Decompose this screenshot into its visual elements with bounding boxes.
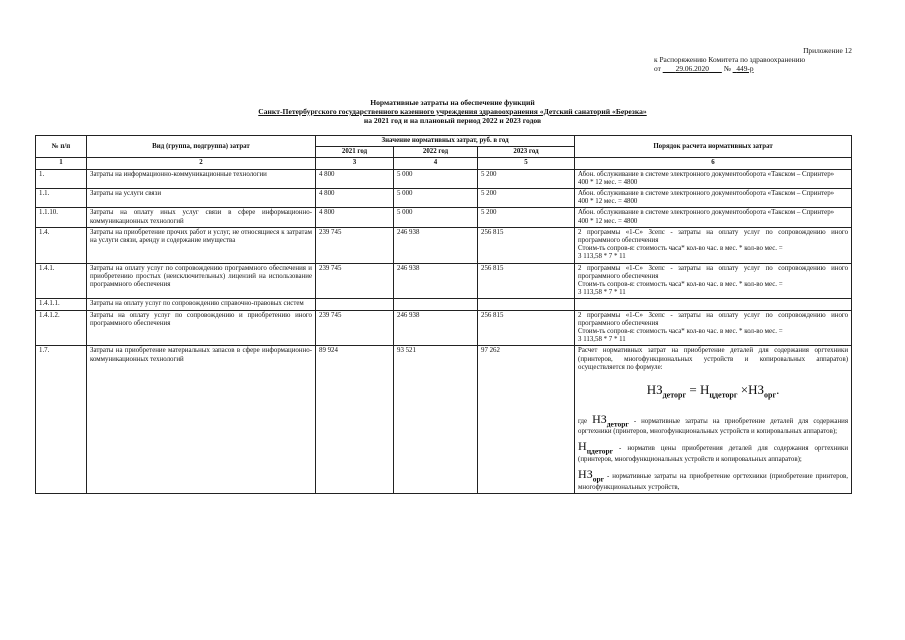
column-number: 5 — [478, 158, 575, 169]
appendix-title: Приложение 12 — [803, 46, 852, 55]
order-line: 3 113,58 * 7 * 11 — [578, 253, 626, 261]
order-line: Абон. обслуживание в системе электронного документооборота «Такском – Спринтер» — [578, 209, 835, 217]
appendix-date-line — [654, 64, 854, 73]
row-order — [575, 189, 852, 208]
table-row — [36, 208, 852, 227]
symbol-n-tsdetorg: $Н_{цдеторг}$ — [578, 439, 614, 456]
column-number: 1 — [36, 158, 87, 169]
definition-1-text: - нормативные затраты на приобретение деталей для содержания оргтехники (принтеров, многофункциональных устройств и копировальных аппаратов); — [578, 417, 849, 436]
table-row — [36, 169, 852, 188]
row-num: 1.7. — [36, 346, 87, 494]
table-row — [36, 263, 852, 299]
order-line: 3 113,58 * 7 * 11 — [578, 289, 626, 297]
column-number: 3 — [316, 158, 394, 169]
appendix-number: 449-р — [736, 64, 754, 73]
row-value-2022: 5 000 — [394, 169, 478, 188]
row-value-2021: 239 745 — [316, 263, 394, 299]
order-line: 2 программы «1-С» Зсепс - затраты на оплату услуг по сопровождению иного программного обеспечения — [578, 228, 849, 245]
header-values: Значение нормативных затрат, руб. в год — [316, 136, 575, 147]
row-kind: Затраты на оплату услуг по сопровождению и приобретению иного программного обеспечения — [87, 310, 316, 346]
row-order — [575, 310, 852, 346]
row-value-2021: 4 800 — [316, 169, 394, 188]
table-body — [36, 169, 852, 346]
row-num: 1.1.10. — [36, 208, 87, 227]
row-num: 1.4.1.2. — [36, 310, 87, 346]
row-num: 1.4. — [36, 227, 87, 263]
row-value-2021: 239 745 — [316, 310, 394, 346]
row-num: 1.4.1. — [36, 263, 87, 299]
symbol-nz-detorg: $НЗ_{деторг}$ — [592, 411, 629, 429]
heading-line-2: Санкт-Петербургского государственного казенного учреждения здравоохранения «Детский санаторий «Березка» — [258, 107, 647, 116]
row-value-2021: 89 924 — [316, 346, 394, 494]
row-value-2021: 4 800 — [316, 208, 394, 227]
row-order-formula — [575, 346, 852, 494]
heading-line-3: на 2021 год и на плановый период 2022 и 2023 годов — [363, 116, 542, 125]
row-value-2021 — [316, 299, 394, 310]
row-value-2023: 256 815 — [478, 227, 575, 263]
costs-table — [35, 135, 852, 494]
row-value-2023 — [478, 299, 575, 310]
row-value-2021: 239 745 — [316, 227, 394, 263]
row-value-2023: 256 815 — [478, 310, 575, 346]
symbol-nz-org: $НЗ_{орг}$ — [578, 467, 605, 484]
row-num: 1.1. — [36, 189, 87, 208]
order-line: 2 программы «1-С» Зсепс - затраты на оплату услуг по сопровождению иного программного обеспечения — [578, 311, 849, 327]
row-value-2023: 5 200 — [478, 208, 575, 227]
number-prefix: № — [723, 64, 731, 73]
row-value-2021: 4 800 — [316, 189, 394, 208]
document-heading — [0, 98, 905, 125]
row-order — [575, 227, 852, 263]
row-value-2022 — [394, 299, 478, 310]
table-row — [36, 310, 852, 346]
date-prefix: от — [654, 64, 661, 73]
main-formula: $НЗ_{деторг} = Н_{цдеторг} \times НЗ_{орг}$. — [646, 382, 780, 400]
order-line: Абон. обслуживание в системе электронного документооборота «Такском – Спринтер» — [578, 170, 835, 178]
row-value-2022: 246 938 — [394, 310, 478, 346]
definition-2-text: - норматив цены приобретения деталей для содержания оргтехники (принтеров, многофункциональных устройств и копировальных аппаратов); — [578, 445, 849, 464]
row-kind: Затраты на оплату услуг по сопровождению справочно-правовых систем — [87, 299, 316, 310]
row-value-2022: 246 938 — [394, 227, 478, 263]
heading-line-1: Нормативные затраты на обеспечение функций — [370, 98, 535, 107]
row-value-2023: 5 200 — [478, 189, 575, 208]
header-order: Порядок расчета нормативных затрат — [575, 136, 852, 158]
row-kind: Затраты на услуги связи — [87, 189, 316, 208]
column-number: 4 — [394, 158, 478, 169]
row-value-2023: 256 815 — [478, 263, 575, 299]
order-line: 3 113,58 * 7 * 11 — [578, 336, 626, 344]
definition-1 — [578, 411, 849, 437]
row-num: 1.4.1.1. — [36, 299, 87, 310]
order-line: Абон. обслуживание в системе электронного документооборота «Такском – Спринтер» — [578, 190, 835, 198]
order-line: Стоим-ть сопров-я: стоимость часа* кол-во час. в мес. * кол-во мес. = — [578, 328, 783, 336]
column-numbers-row — [36, 158, 852, 169]
order-line: 400 * 12 мес. = 4800 — [578, 198, 638, 206]
formula-intro: Расчет нормативных затрат на приобретение деталей для содержания оргтехники (принтеров, многофункциональных устройств и копировальных аппаратов) осуществляется по формуле: — [578, 347, 849, 371]
order-line: 400 * 12 мес. = 4800 — [578, 178, 638, 186]
definition-3-text: - нормативные затраты на приобретение оргтехники (приобретение принтеров, многофункциональных устройств, — [578, 473, 849, 491]
column-number: 2 — [87, 158, 316, 169]
row-kind: Затраты на оплату услуг по сопровождению программного обеспечения и приобретению простых (неисключительных) лицензий на использование программного обеспечения — [87, 263, 316, 299]
header-2022: 2022 год — [394, 147, 478, 158]
header-kind: Вид (группа, подгруппа) затрат — [87, 136, 316, 158]
row-value-2022: 246 938 — [394, 263, 478, 299]
header-num: № п/п — [36, 136, 87, 158]
definition-2 — [578, 439, 849, 464]
column-number: 6 — [575, 158, 852, 169]
appendix-reference: к Распоряжению Комитета по здравоохранению — [654, 55, 806, 64]
row-order — [575, 299, 852, 310]
order-line: 2 программы «1-С» Зсепс - затраты на оплату услуг по сопровождению иного программного обеспечения — [578, 264, 849, 280]
appendix-block — [654, 46, 854, 73]
order-line: Стоим-ть сопров-я: стоимость часа* кол-во час. в мес. * кол-во мес. = — [578, 245, 783, 253]
order-line: 400 * 12 мес. = 4800 — [578, 217, 638, 225]
row-value-2022: 5 000 — [394, 208, 478, 227]
table-row — [36, 346, 852, 494]
row-value-2023: 97 262 — [478, 346, 575, 494]
row-order — [575, 263, 852, 299]
row-1-7-body — [36, 346, 852, 494]
table-row — [36, 227, 852, 263]
order-line: Стоим-ть сопров-я: стоимость часа* кол-во час. в мес. * кол-во мес. = — [578, 281, 783, 289]
row-kind: Затраты на приобретение прочих работ и услуг, не относящиеся к затратам на услуги связи, аренду и содержание имущества — [87, 227, 316, 263]
table-row — [36, 299, 852, 310]
row-order — [575, 208, 852, 227]
row-value-2022: 93 521 — [394, 346, 478, 494]
row-kind: Затраты на приобретение материальных запасов в сфере информационно-коммуникационных технологий — [87, 346, 316, 494]
row-kind: Затраты на оплату иных услуг связи в сфере информационно-коммуникационных технологий — [87, 208, 316, 227]
appendix-date: 29.06.2020 — [675, 64, 709, 73]
row-value-2023: 5 200 — [478, 169, 575, 188]
header-2021: 2021 год — [316, 147, 394, 158]
row-kind: Затраты на информационно-коммуникационные технологии — [87, 169, 316, 188]
row-order — [575, 169, 852, 188]
table-row — [36, 189, 852, 208]
definition-3 — [578, 467, 849, 492]
where-label: где — [578, 417, 588, 425]
row-value-2022: 5 000 — [394, 189, 478, 208]
row-num: 1. — [36, 169, 87, 188]
header-2023: 2023 год — [478, 147, 575, 158]
